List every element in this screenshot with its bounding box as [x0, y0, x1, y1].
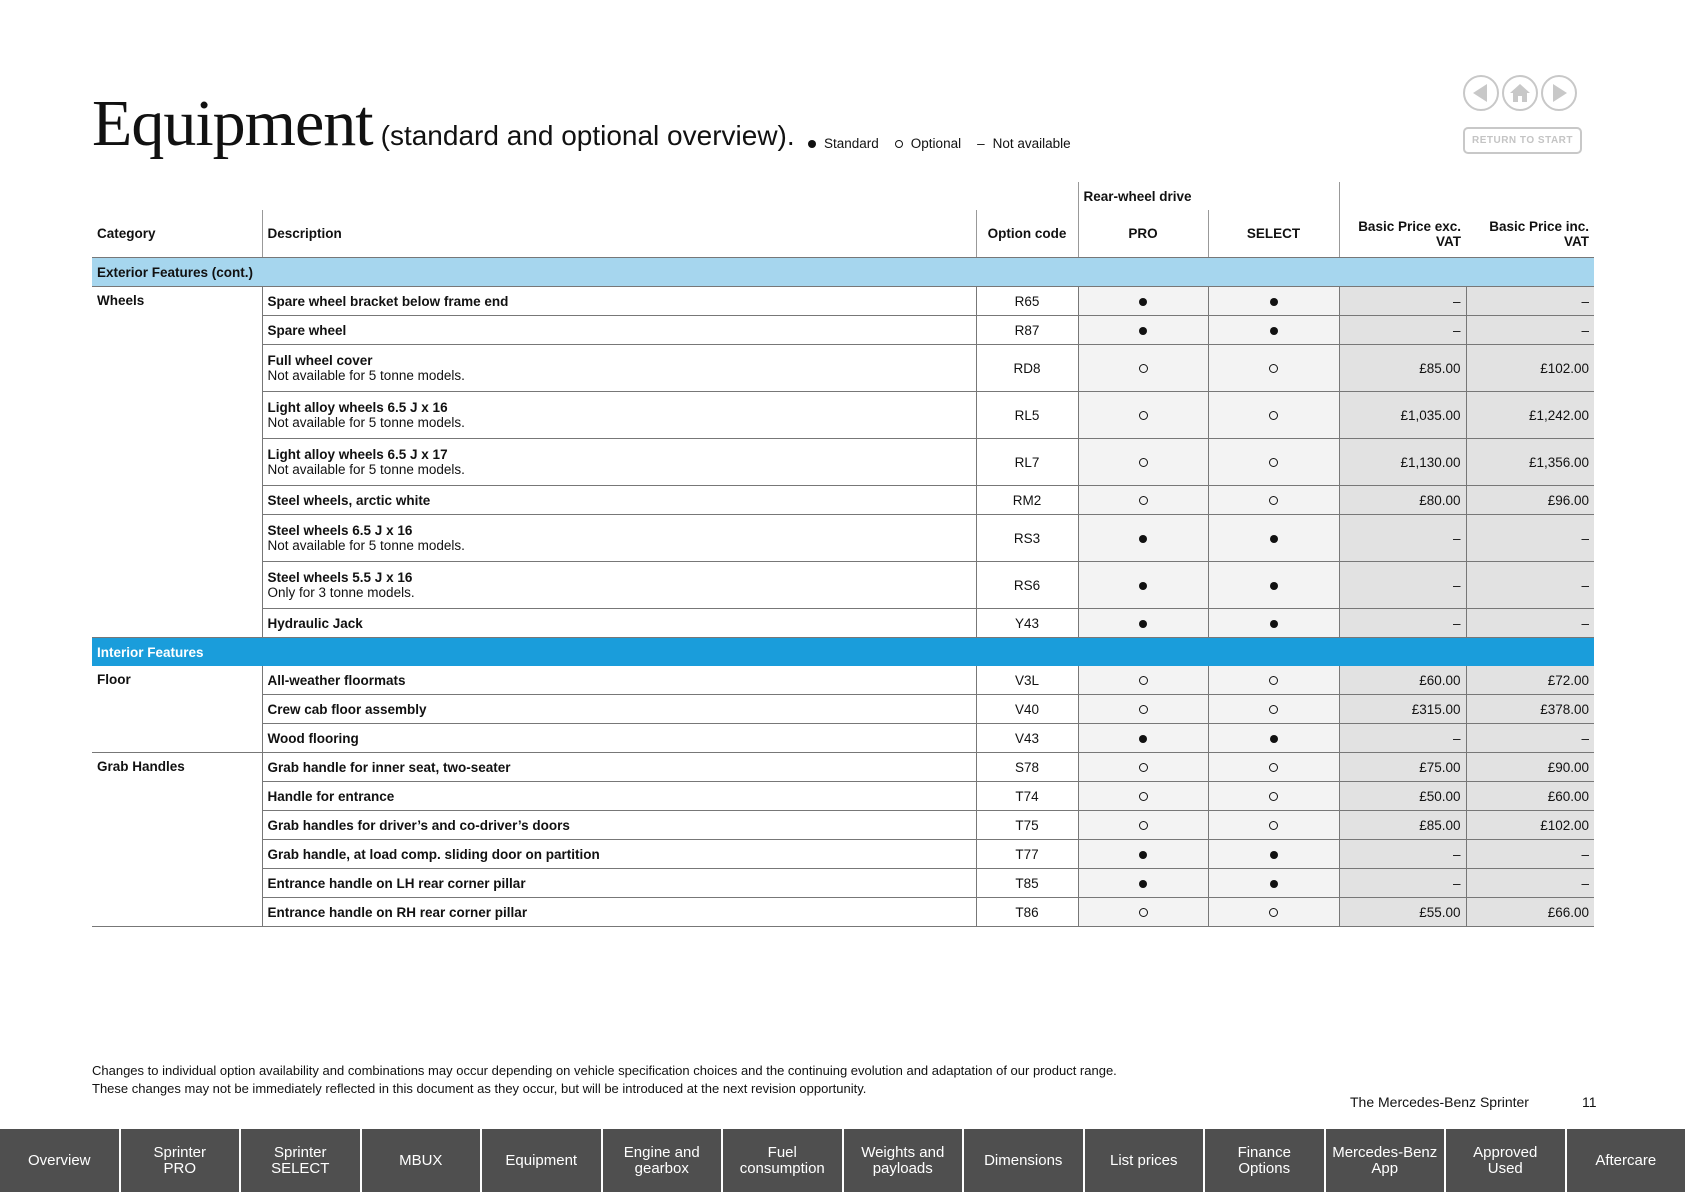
description-cell: [262, 811, 976, 840]
price-inc-vat: –: [1466, 515, 1594, 562]
legend-standard: Standard: [824, 136, 879, 151]
sel-cell: [1208, 840, 1339, 869]
pro-cell: [1078, 345, 1208, 392]
description-note: Not available for 5 tonne models.: [267, 462, 465, 477]
price-inc-vat-header: Basic Price inc. VAT: [1466, 210, 1594, 258]
optional-circle-icon: [1139, 676, 1148, 685]
description-note: Not available for 5 tonne models.: [267, 368, 465, 383]
category-header: Category: [92, 210, 262, 258]
optional-circle-icon: [895, 140, 903, 148]
price-inc-vat: £378.00: [1466, 695, 1594, 724]
description-text: Crew cab floor assembly: [267, 701, 427, 717]
pro-cell: [1078, 898, 1208, 927]
sel-cell: [1208, 345, 1339, 392]
price-exc-vat: £85.00: [1339, 345, 1466, 392]
table-row: [92, 439, 1594, 486]
price-inc-vat: –: [1466, 316, 1594, 345]
section-title: Exterior Features (cont.): [92, 258, 1594, 287]
description-text: Steel wheels, arctic white: [267, 492, 431, 508]
description-text: Steel wheels 6.5 J x 16: [267, 523, 413, 538]
sel-cell: [1208, 562, 1339, 609]
standard-dot-icon: [1270, 327, 1278, 335]
category-cell: Floor: [92, 666, 262, 753]
price-inc-vat: £96.00: [1466, 486, 1594, 515]
table-row: [92, 316, 1594, 345]
description-cell: [262, 840, 976, 869]
optional-circle-icon: [1139, 458, 1148, 467]
price-inc-vat: £72.00: [1466, 666, 1594, 695]
not-available-dash-icon: –: [977, 136, 985, 151]
description-text: Hydraulic Jack: [267, 615, 363, 631]
description-cell: [262, 782, 976, 811]
table-row: [92, 562, 1594, 609]
optional-circle-icon: [1139, 821, 1148, 830]
pro-cell: [1078, 515, 1208, 562]
sel-cell: [1208, 666, 1339, 695]
sel-cell: [1208, 695, 1339, 724]
table-row: [92, 392, 1594, 439]
nav-item-sprinter-select[interactable]: Sprinter SELECT: [241, 1129, 362, 1192]
option-code: RS6: [976, 562, 1078, 609]
pro-cell: [1078, 782, 1208, 811]
optional-circle-icon: [1139, 364, 1148, 373]
table-row: [92, 724, 1594, 753]
previous-page-button[interactable]: [1463, 75, 1499, 111]
standard-dot-icon: [1139, 298, 1147, 306]
optional-circle-icon: [1269, 705, 1278, 714]
sel-cell: [1208, 724, 1339, 753]
option-code-header: Option code: [976, 210, 1078, 258]
description-text: Spare wheel bracket below frame end: [267, 293, 509, 309]
pro-cell: [1078, 666, 1208, 695]
nav-item-list-prices[interactable]: List prices: [1085, 1129, 1206, 1192]
pro-cell: [1078, 869, 1208, 898]
sel-cell: [1208, 811, 1339, 840]
rear-wheel-drive-header: Rear-wheel drive: [1078, 182, 1339, 210]
table-row: [92, 345, 1594, 392]
price-exc-vat: £1,130.00: [1339, 439, 1466, 486]
optional-circle-icon: [1139, 496, 1148, 505]
description-text: Light alloy wheels 6.5 J x 17: [267, 447, 448, 462]
option-code: T77: [976, 840, 1078, 869]
standard-dot-icon: [1139, 880, 1147, 888]
price-inc-vat: –: [1466, 562, 1594, 609]
price-inc-vat: –: [1466, 287, 1594, 316]
optional-circle-icon: [1269, 458, 1278, 467]
category-cell: Grab Handles: [92, 753, 262, 927]
option-code: R65: [976, 287, 1078, 316]
description-cell: [262, 515, 976, 562]
description-text: Spare wheel: [267, 322, 347, 338]
option-code: Y43: [976, 609, 1078, 638]
bottom-navigation: [0, 1129, 1685, 1192]
description-note: Only for 3 tonne models.: [267, 585, 415, 600]
standard-dot-icon: [1270, 880, 1278, 888]
pro-cell: [1078, 724, 1208, 753]
price-exc-vat: –: [1339, 562, 1466, 609]
select-header: SELECT: [1208, 210, 1339, 258]
page-nav-buttons: [1463, 75, 1577, 111]
sel-cell: [1208, 869, 1339, 898]
nav-item-dimensions[interactable]: Dimensions: [964, 1129, 1085, 1192]
description-text: Entrance handle on RH rear corner pillar: [267, 904, 528, 920]
price-inc-vat: £1,356.00: [1466, 439, 1594, 486]
home-icon: [1508, 81, 1532, 105]
option-code: V40: [976, 695, 1078, 724]
optional-circle-icon: [1139, 763, 1148, 772]
legend: [808, 136, 1087, 151]
price-exc-vat: £60.00: [1339, 666, 1466, 695]
sel-cell: [1208, 392, 1339, 439]
option-code: RL7: [976, 439, 1078, 486]
price-exc-vat: –: [1339, 287, 1466, 316]
option-code: RL5: [976, 392, 1078, 439]
description-text: Grab handles for driver’s and co-driver’s doors: [267, 817, 570, 833]
nav-item-finance-options[interactable]: Finance Options: [1205, 1129, 1326, 1192]
pro-cell: [1078, 609, 1208, 638]
nav-item-aftercare[interactable]: Aftercare: [1567, 1129, 1685, 1192]
price-inc-vat: –: [1466, 609, 1594, 638]
standard-dot-icon: [1139, 582, 1147, 590]
sel-cell: [1208, 287, 1339, 316]
description-cell: [262, 869, 976, 898]
pro-cell: [1078, 840, 1208, 869]
option-code: RM2: [976, 486, 1078, 515]
price-exc-vat: –: [1339, 515, 1466, 562]
optional-circle-icon: [1269, 763, 1278, 772]
description-cell: [262, 753, 976, 782]
pro-header: PRO: [1078, 210, 1208, 258]
nav-item-weights-and-payloads[interactable]: Weights and payloads: [844, 1129, 965, 1192]
pro-cell: [1078, 287, 1208, 316]
standard-dot-icon: [1270, 851, 1278, 859]
option-code: T75: [976, 811, 1078, 840]
optional-circle-icon: [1269, 908, 1278, 917]
price-inc-vat: –: [1466, 724, 1594, 753]
sel-cell: [1208, 316, 1339, 345]
standard-dot-icon: [1270, 535, 1278, 543]
table-row: [92, 666, 1594, 695]
option-code: RS3: [976, 515, 1078, 562]
home-button[interactable]: [1502, 75, 1538, 111]
section-header: [92, 258, 1594, 287]
standard-dot-icon: [1270, 582, 1278, 590]
description-cell: [262, 695, 976, 724]
description-text: Grab handle, at load comp. sliding door on partition: [267, 846, 600, 862]
option-code: S78: [976, 753, 1078, 782]
category-cell: Wheels: [92, 287, 262, 638]
price-exc-vat: –: [1339, 609, 1466, 638]
description-text: Entrance handle on LH rear corner pillar: [267, 875, 526, 891]
pro-cell: [1078, 486, 1208, 515]
pro-cell: [1078, 392, 1208, 439]
price-inc-vat: –: [1466, 869, 1594, 898]
description-cell: [262, 609, 976, 638]
description-note: Not available for 5 tonne models.: [267, 415, 465, 430]
sel-cell: [1208, 753, 1339, 782]
nav-item-sprinter-pro[interactable]: Sprinter PRO: [121, 1129, 242, 1192]
table-row: [92, 898, 1594, 927]
price-inc-vat: £1,242.00: [1466, 392, 1594, 439]
optional-circle-icon: [1269, 496, 1278, 505]
option-code: V3L: [976, 666, 1078, 695]
description-text: Handle for entrance: [267, 788, 395, 804]
section-title: Interior Features: [92, 638, 1594, 667]
arrow-right-icon: [1547, 81, 1571, 105]
standard-dot-icon: [1139, 327, 1147, 335]
description-header: Description: [262, 210, 976, 258]
section-header: [92, 638, 1594, 667]
table-row: [92, 753, 1594, 782]
price-exc-vat: £1,035.00: [1339, 392, 1466, 439]
nav-item-equipment[interactable]: Equipment: [482, 1129, 603, 1192]
price-inc-vat: £66.00: [1466, 898, 1594, 927]
description-note: Not available for 5 tonne models.: [267, 538, 465, 553]
nav-item-mercedes-benz-app[interactable]: Mercedes-Benz App: [1326, 1129, 1447, 1192]
description-cell: [262, 316, 976, 345]
table-row: [92, 782, 1594, 811]
price-exc-vat: –: [1339, 724, 1466, 753]
description-text: Steel wheels 5.5 J x 16: [267, 570, 413, 585]
price-exc-vat-header: Basic Price exc. VAT: [1339, 210, 1466, 258]
description-text: Grab handle for inner seat, two-seater: [267, 759, 511, 775]
table-row: [92, 869, 1594, 898]
standard-dot-icon: [1139, 735, 1147, 743]
optional-circle-icon: [1139, 792, 1148, 801]
table-row: [92, 486, 1594, 515]
description-cell: [262, 392, 976, 439]
arrow-left-icon: [1469, 81, 1493, 105]
price-exc-vat: £80.00: [1339, 486, 1466, 515]
optional-circle-icon: [1139, 908, 1148, 917]
standard-dot-icon: [1139, 851, 1147, 859]
page-title-sub: (standard and optional overview).: [380, 120, 795, 151]
optional-circle-icon: [1269, 676, 1278, 685]
optional-circle-icon: [1269, 821, 1278, 830]
price-exc-vat: £85.00: [1339, 811, 1466, 840]
equipment-table: [92, 182, 1594, 927]
table-row: [92, 609, 1594, 638]
price-inc-vat: –: [1466, 840, 1594, 869]
sel-cell: [1208, 782, 1339, 811]
optional-circle-icon: [1269, 411, 1278, 420]
standard-dot-icon: [1270, 620, 1278, 628]
standard-dot-icon: [1139, 535, 1147, 543]
option-code: RD8: [976, 345, 1078, 392]
price-inc-vat: £60.00: [1466, 782, 1594, 811]
pro-cell: [1078, 753, 1208, 782]
description-text: Full wheel cover: [267, 353, 373, 368]
description-text: Wood flooring: [267, 730, 359, 746]
pro-cell: [1078, 562, 1208, 609]
optional-circle-icon: [1139, 411, 1148, 420]
option-code: T85: [976, 869, 1078, 898]
equipment-table-body: [92, 258, 1594, 927]
legend-optional: Optional: [910, 136, 962, 151]
document-title: The Mercedes-Benz Sprinter: [1350, 1094, 1529, 1110]
optional-circle-icon: [1139, 705, 1148, 714]
return-to-start-button[interactable]: RETURN TO START: [1463, 127, 1582, 154]
description-cell: [262, 898, 976, 927]
price-inc-vat: £102.00: [1466, 345, 1594, 392]
pro-cell: [1078, 695, 1208, 724]
description-cell: [262, 486, 976, 515]
sel-cell: [1208, 486, 1339, 515]
description-cell: [262, 345, 976, 392]
pro-cell: [1078, 439, 1208, 486]
optional-circle-icon: [1269, 364, 1278, 373]
option-code: V43: [976, 724, 1078, 753]
sel-cell: [1208, 439, 1339, 486]
nav-item-approved-used[interactable]: Approved Used: [1446, 1129, 1567, 1192]
nav-item-overview[interactable]: Overview: [0, 1129, 121, 1192]
footnote-line-1: Changes to individual option availability and combinations may occur depending on vehicle specification choices and the continuing evolution and adaptation of our product range.: [92, 1063, 1117, 1078]
sel-cell: [1208, 898, 1339, 927]
table-row: [92, 695, 1594, 724]
pro-cell: [1078, 316, 1208, 345]
sel-cell: [1208, 609, 1339, 638]
next-page-button[interactable]: [1541, 75, 1577, 111]
description-cell: [262, 666, 976, 695]
standard-dot-icon: [1270, 735, 1278, 743]
footnote-line-2: These changes may not be immediately reflected in this document as they occur, but will be introduced at the next revision opportunity.: [92, 1081, 867, 1096]
pro-cell: [1078, 811, 1208, 840]
nav-item-mbux[interactable]: MBUX: [362, 1129, 483, 1192]
price-inc-vat: £102.00: [1466, 811, 1594, 840]
description-cell: [262, 439, 976, 486]
option-code: T86: [976, 898, 1078, 927]
price-exc-vat: £315.00: [1339, 695, 1466, 724]
footnote: [92, 1062, 1117, 1098]
table-row: [92, 811, 1594, 840]
nav-item-fuel-consumption[interactable]: Fuel consumption: [723, 1129, 844, 1192]
table-row: [92, 287, 1594, 316]
price-exc-vat: £50.00: [1339, 782, 1466, 811]
price-inc-vat: £90.00: [1466, 753, 1594, 782]
optional-circle-icon: [1269, 792, 1278, 801]
option-code: T74: [976, 782, 1078, 811]
description-cell: [262, 287, 976, 316]
description-text: Light alloy wheels 6.5 J x 16: [267, 400, 448, 415]
price-exc-vat: –: [1339, 840, 1466, 869]
option-code: R87: [976, 316, 1078, 345]
price-exc-vat: £75.00: [1339, 753, 1466, 782]
page-number: 11: [1582, 1094, 1597, 1110]
description-text: All-weather floormats: [267, 672, 406, 688]
table-row: [92, 840, 1594, 869]
table-row: [92, 515, 1594, 562]
description-cell: [262, 562, 976, 609]
standard-dot-icon: [1139, 620, 1147, 628]
sel-cell: [1208, 515, 1339, 562]
legend-not-available: Not available: [992, 136, 1071, 151]
page-title: [92, 86, 795, 162]
price-exc-vat: –: [1339, 869, 1466, 898]
page-title-main: Equipment: [92, 87, 373, 160]
price-exc-vat: –: [1339, 316, 1466, 345]
standard-dot-icon: [1270, 298, 1278, 306]
nav-item-engine-and-gearbox[interactable]: Engine and gearbox: [603, 1129, 724, 1192]
description-cell: [262, 724, 976, 753]
price-exc-vat: £55.00: [1339, 898, 1466, 927]
standard-dot-icon: [808, 140, 816, 148]
